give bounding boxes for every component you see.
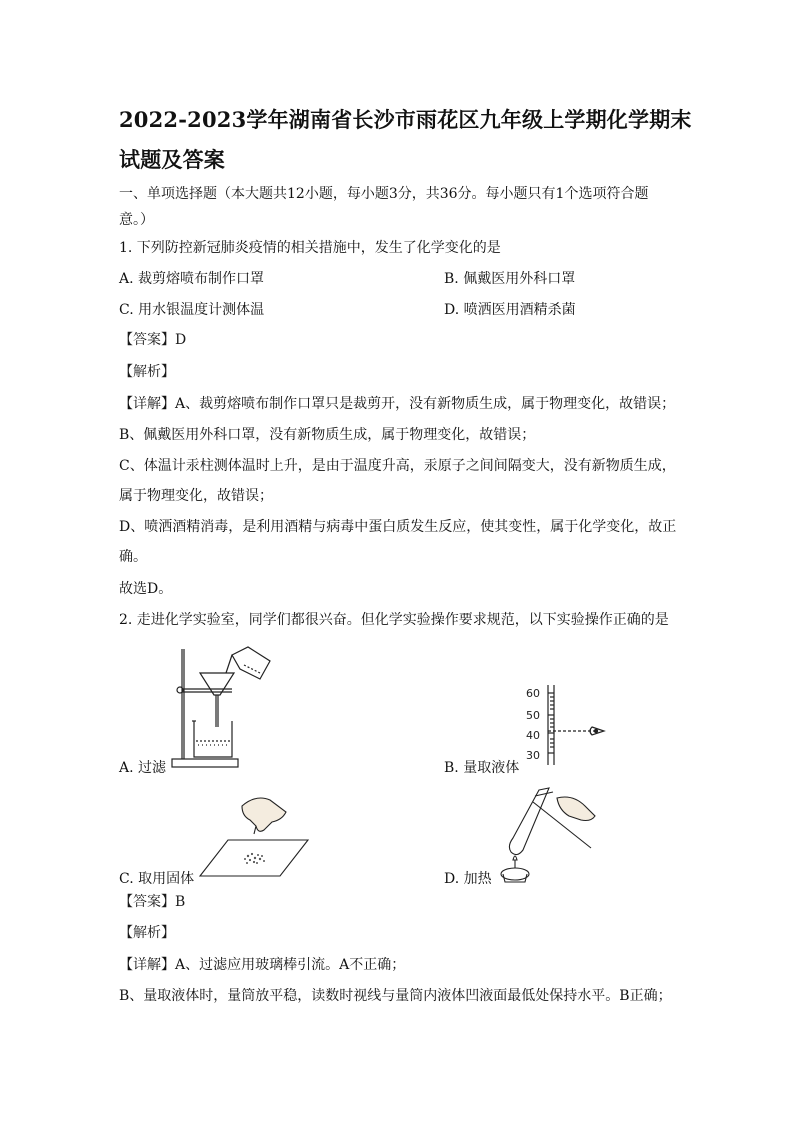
q2-stem: 2. 走进化学实验室，同学们都很兴奋。但化学实验操作要求规范，以下实验操作正确的是 <box>119 612 669 628</box>
doc-title-line1: 2022-2023学年湖南省长沙市雨花区九年级上学期化学期末 <box>119 107 692 132</box>
q2-option-b: B. 量取液体 <box>444 760 520 776</box>
q1-stem: 1. 下列防控新冠肺炎疫情的相关措施中，发生了化学变化的是 <box>119 240 501 256</box>
doc-title-line2: 试题及答案 <box>119 147 225 172</box>
q1-option-b: B. 佩戴医用外科口罩 <box>444 271 576 287</box>
section-intro-2: 意。） <box>119 212 154 228</box>
q1-answer: 【答案】D <box>119 332 187 348</box>
cylinder-tick-30: 30 <box>526 749 540 762</box>
filtration-illustration <box>170 643 280 771</box>
q2-detail-2: B、量取液体时，量筒放平稳，读数时视线与量筒内液体凹液面最低处保持水平。B正确； <box>119 988 672 1004</box>
q1-analysis-label: 【解析】 <box>119 364 175 380</box>
q1-detail-6: 确。 <box>119 549 147 565</box>
q1-detail-4: 属于物理变化，故错误； <box>119 488 273 504</box>
cylinder-tick-40: 40 <box>526 729 540 742</box>
heating-test-tube-illustration <box>495 786 605 886</box>
q2-option-a: A. 过滤 <box>119 760 167 776</box>
q1-detail-3: C、体温计汞柱测体温时上升，是由于温度升高，汞原子之间间隔变大，没有新物质生成， <box>119 458 676 474</box>
q2-analysis-label: 【解析】 <box>119 925 175 941</box>
q2-answer: 【答案】B <box>119 894 186 910</box>
cylinder-tick-60: 60 <box>526 687 540 700</box>
q1-detail-1: 【详解】A、裁剪熔喷布制作口罩只是裁剪开，没有新物质生成，属于物理变化，故错误； <box>119 396 676 412</box>
q1-detail-2: B、佩戴医用外科口罩，没有新物质生成，属于物理变化，故错误； <box>119 427 536 443</box>
graduated-cylinder-illustration <box>520 683 610 767</box>
cylinder-tick-50: 50 <box>526 709 540 722</box>
q1-option-c: C. 用水银温度计测体温 <box>119 302 265 318</box>
q2-option-c: C. 取用固体 <box>119 871 195 887</box>
section-intro-1: 一、单项选择题（本大题共12小题，每小题3分，共36分。每小题只有1个选项符合题 <box>119 186 649 202</box>
solid-reagent-illustration <box>198 790 310 882</box>
q1-option-d: D. 喷洒医用酒精杀菌 <box>444 302 576 318</box>
q1-option-a: A. 裁剪熔喷布制作口罩 <box>119 271 265 287</box>
q2-detail-1: 【详解】A、过滤应用玻璃棒引流。A不正确； <box>119 957 406 973</box>
q1-conclusion: 故选D。 <box>119 581 173 597</box>
q2-option-d: D. 加热 <box>444 871 492 887</box>
q1-detail-5: D、喷洒酒精消毒，是利用酒精与病毒中蛋白质发生反应，使其变性，属于化学变化，故正 <box>119 519 677 535</box>
